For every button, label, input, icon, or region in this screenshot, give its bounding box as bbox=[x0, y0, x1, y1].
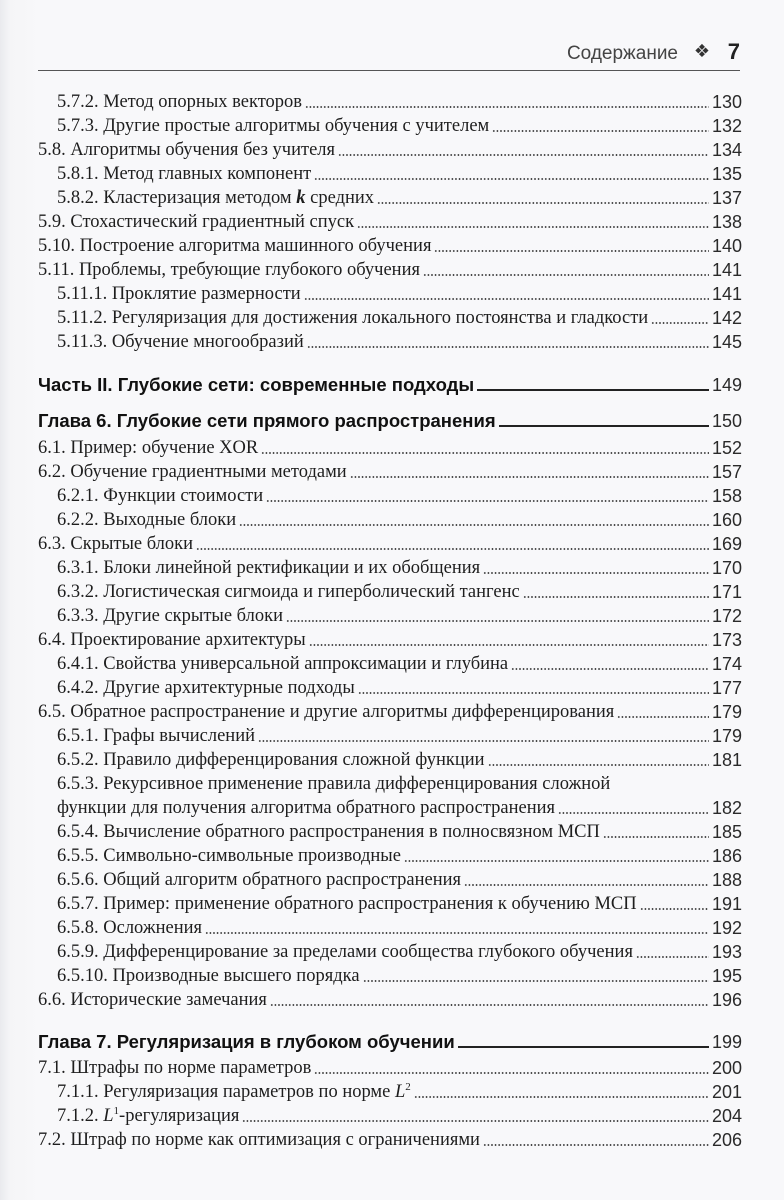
toc-entry-title: 7.1.2. $L^1$-регуляризация bbox=[57, 1104, 240, 1126]
toc-entry-title: 5.11.2. Регуляризация для достижения локального постоянства и гладкости bbox=[57, 308, 649, 328]
toc-entry-title: 5.7.3. Другие простые алгоритмы обучения с учителем bbox=[57, 116, 490, 136]
toc-entry-page: 149 bbox=[711, 375, 742, 395]
toc-entry-title: 6.2. Обучение градиентными методами bbox=[38, 462, 347, 482]
toc-entry-title: 5.8. Алгоритмы обучения без учителя bbox=[38, 140, 336, 160]
toc-entry-page: 196 bbox=[711, 990, 742, 1010]
toc-entry-page: 195 bbox=[711, 966, 742, 986]
toc-entry-title: 6.5.2. Правило дифференцирования сложной функции bbox=[57, 750, 485, 770]
leader-line bbox=[499, 425, 709, 427]
dot-leader bbox=[423, 274, 709, 276]
toc-entry-title: 6.5.6. Общий алгоритм обратного распространения bbox=[57, 870, 462, 890]
dot-leader bbox=[266, 500, 709, 502]
toc-entry-page: 172 bbox=[711, 606, 742, 626]
toc-entry-page: 182 bbox=[711, 798, 742, 818]
dot-leader bbox=[483, 572, 709, 574]
toc-entry-page: 181 bbox=[711, 750, 742, 770]
toc-entry-title: 5.11.1. Проклятие размерности bbox=[57, 284, 301, 304]
dot-leader bbox=[205, 932, 709, 934]
dot-leader bbox=[350, 476, 709, 478]
toc-entry-title: 6.2.2. Выходные блоки bbox=[57, 510, 237, 530]
toc-entry[interactable] bbox=[38, 1079, 742, 1103]
toc-entry-page: 177 bbox=[711, 678, 742, 698]
toc-entry[interactable] bbox=[38, 579, 742, 603]
dot-leader bbox=[523, 596, 709, 598]
toc-entry-page: 199 bbox=[711, 1032, 742, 1052]
toc-entry[interactable] bbox=[38, 603, 742, 627]
toc-entry-page: 140 bbox=[711, 236, 742, 256]
toc-entry-page: 157 bbox=[711, 462, 742, 482]
dot-leader bbox=[338, 154, 709, 156]
toc-entry-title: 6.4.1. Свойства универсальной аппроксимации и глубина bbox=[57, 654, 509, 674]
toc-entry-title: 6.5.9. Дифференцирование за пределами сообщества глубокого обучения bbox=[57, 942, 633, 962]
toc-entry-title: 6.3.3. Другие скрытые блоки bbox=[57, 606, 284, 626]
toc-entry-title: Глава 7. Регуляризация в глубоком обучении bbox=[38, 1031, 455, 1052]
toc-entry-page: 173 bbox=[711, 630, 742, 650]
toc-entry-title: Часть II. Глубокие сети: современные подходы bbox=[38, 374, 475, 395]
dot-leader bbox=[511, 668, 709, 670]
toc-entry[interactable] bbox=[38, 329, 742, 353]
dot-leader bbox=[488, 764, 709, 766]
toc-entry-title: 6.5. Обратное распространение и другие алгоритмы дифференцирования bbox=[38, 702, 615, 722]
toc-entry[interactable] bbox=[38, 89, 742, 113]
dot-leader bbox=[636, 956, 709, 958]
toc-entry-title: 5.11.3. Обучение многообразий bbox=[57, 332, 304, 352]
toc-entry-page: 132 bbox=[711, 116, 742, 136]
toc-entry-title: 6.2.1. Функции стоимости bbox=[57, 486, 264, 506]
toc-entry-title: 6.5.4. Вычисление обратного распространения в полносвязном МСП bbox=[57, 822, 600, 842]
toc-entry-page: 137 bbox=[711, 188, 742, 208]
dot-leader bbox=[242, 1120, 709, 1122]
dot-leader bbox=[492, 130, 709, 132]
toc-entry[interactable] bbox=[38, 1103, 742, 1127]
toc-entry[interactable] bbox=[38, 185, 742, 209]
dot-leader bbox=[258, 740, 709, 742]
toc-entry[interactable] bbox=[38, 555, 742, 579]
toc-entry-title: 6.5.3. Рекурсивное применение правила дифференцирования сложной bbox=[57, 774, 611, 794]
toc-entry-title: 6.3. Скрытые блоки bbox=[38, 534, 194, 554]
toc-entry[interactable] bbox=[38, 1127, 742, 1151]
toc-entry-title: 5.9. Стохастический градиентный спуск bbox=[38, 212, 355, 232]
toc-chapter-heading[interactable] bbox=[38, 408, 742, 432]
toc-entry[interactable] bbox=[38, 987, 742, 1011]
toc-entry[interactable] bbox=[38, 675, 742, 699]
toc-entry-page: 193 bbox=[711, 942, 742, 962]
toc-entry-title: 7.1.1. Регуляризация параметров по норме $L^2$ bbox=[57, 1080, 411, 1102]
toc-entry[interactable] bbox=[38, 483, 742, 507]
toc-entry-page: 179 bbox=[711, 726, 742, 746]
toc-part-heading[interactable] bbox=[38, 372, 742, 396]
dot-leader bbox=[363, 980, 709, 982]
toc-entry-title: 7.2. Штраф по норме как оптимизация с ограничениями bbox=[38, 1130, 480, 1150]
toc-entry[interactable] bbox=[38, 137, 742, 161]
toc-entry[interactable] bbox=[38, 723, 742, 747]
diamond-ornament-icon: ❖ bbox=[693, 41, 710, 62]
toc-entry[interactable] bbox=[38, 161, 742, 185]
dot-leader bbox=[357, 226, 709, 228]
toc-entry[interactable] bbox=[38, 939, 742, 963]
toc-entry-title: 5.11. Проблемы, требующие глубокого обучения bbox=[38, 260, 420, 280]
toc-entry-page: 188 bbox=[711, 870, 742, 890]
toc-entry-title: 6.5.5. Символьно-символьные производные bbox=[57, 846, 401, 866]
toc-entry-page: 200 bbox=[711, 1058, 742, 1078]
toc-entry[interactable] bbox=[38, 233, 742, 257]
toc-entry-title: 6.3.2. Логистическая сигмоида и гиперболический тангенс bbox=[57, 582, 520, 602]
dot-leader bbox=[307, 346, 709, 348]
toc-entry-page: 158 bbox=[711, 486, 742, 506]
toc-entry[interactable] bbox=[38, 209, 742, 233]
toc-entry-title: функции для получения алгоритма обратного распространения bbox=[57, 798, 556, 818]
toc-entry-page: 160 bbox=[711, 510, 742, 530]
toc-entry-line1[interactable] bbox=[38, 771, 742, 795]
toc-entry-page: 192 bbox=[711, 918, 742, 938]
toc-entry-title: Глава 6. Глубокие сети прямого распространения bbox=[38, 410, 496, 431]
toc-entry-title: 6.5.7. Пример: применение обратного распространения к обучению МСП bbox=[57, 894, 637, 914]
dot-leader bbox=[304, 298, 709, 300]
dot-leader bbox=[286, 620, 709, 622]
toc-entry-title: 5.7.2. Метод опорных векторов bbox=[57, 92, 303, 112]
toc-entry-page: 152 bbox=[711, 438, 742, 458]
dot-leader bbox=[358, 692, 709, 694]
dot-leader bbox=[309, 644, 709, 646]
toc-entry-page: 145 bbox=[711, 332, 742, 352]
toc-entry-title: 5.8.2. Кластеризация методом k средних bbox=[57, 188, 375, 208]
toc-entry-page: 138 bbox=[711, 212, 742, 232]
toc-entry[interactable] bbox=[38, 963, 742, 987]
toc-entry[interactable] bbox=[38, 915, 742, 939]
running-header bbox=[38, 38, 740, 71]
toc-entry-page: 135 bbox=[711, 164, 742, 184]
toc-entry-page: 134 bbox=[711, 140, 742, 160]
toc-entry[interactable] bbox=[38, 435, 742, 459]
toc-entry-page: 169 bbox=[711, 534, 742, 554]
dot-leader bbox=[603, 836, 709, 838]
toc-entry-title: 5.8.1. Метод главных компонент bbox=[57, 164, 312, 184]
dot-leader bbox=[314, 1072, 709, 1074]
dot-leader bbox=[464, 884, 709, 886]
toc-entry[interactable] bbox=[38, 699, 742, 723]
page-number: 7 bbox=[727, 39, 740, 64]
toc-entry-title: 6.3.1. Блоки линейной ректификации и их обобщения bbox=[57, 558, 481, 578]
toc-entry[interactable] bbox=[38, 305, 742, 329]
dot-leader bbox=[404, 860, 709, 862]
toc-entry[interactable] bbox=[38, 257, 742, 281]
toc-entry-page: 171 bbox=[711, 582, 742, 602]
toc-entry[interactable] bbox=[38, 819, 742, 843]
leader-line bbox=[477, 389, 709, 391]
toc-entry[interactable] bbox=[38, 891, 742, 915]
toc-entry-page: 141 bbox=[711, 284, 742, 304]
dot-leader bbox=[434, 250, 709, 252]
toc-entry-page: 150 bbox=[711, 411, 742, 431]
toc-entry-page: 179 bbox=[711, 702, 742, 722]
toc-entry[interactable] bbox=[38, 867, 742, 891]
toc-entry-title: 6.1. Пример: обучение XOR bbox=[38, 438, 259, 458]
toc-entry-page: 186 bbox=[711, 846, 742, 866]
toc-entry[interactable] bbox=[38, 627, 742, 651]
toc-entry-page: 185 bbox=[711, 822, 742, 842]
toc-entry[interactable] bbox=[38, 507, 742, 531]
leader-line bbox=[458, 1046, 709, 1048]
dot-leader bbox=[196, 548, 709, 550]
toc-entry-page: 206 bbox=[711, 1130, 742, 1150]
toc-entry[interactable] bbox=[38, 113, 742, 137]
toc-entry-title: 6.5.8. Осложнения bbox=[57, 918, 203, 938]
dot-leader bbox=[270, 1004, 709, 1006]
dot-leader bbox=[305, 106, 709, 108]
dot-leader bbox=[239, 524, 709, 526]
toc-entry-page: 170 bbox=[711, 558, 742, 578]
dot-leader bbox=[414, 1096, 709, 1098]
dot-leader bbox=[377, 202, 709, 204]
toc-entry[interactable] bbox=[38, 747, 742, 771]
toc-entry-title: 6.6. Исторические замечания bbox=[38, 990, 267, 1010]
dot-leader bbox=[314, 178, 709, 180]
toc-entry[interactable] bbox=[38, 459, 742, 483]
dot-leader bbox=[261, 452, 709, 454]
toc-entry[interactable] bbox=[38, 531, 742, 555]
toc-entry-line2[interactable] bbox=[38, 795, 742, 819]
toc-entry-page: 142 bbox=[711, 308, 742, 328]
toc-entry-page: 141 bbox=[711, 260, 742, 280]
toc-entry-title: 6.5.1. Графы вычислений bbox=[57, 726, 256, 746]
toc-entry-page: 130 bbox=[711, 92, 742, 112]
dot-leader bbox=[617, 716, 709, 718]
toc-entry-page: 204 bbox=[711, 1106, 742, 1126]
toc-entry[interactable] bbox=[38, 281, 742, 305]
dot-leader bbox=[558, 812, 709, 814]
dot-leader bbox=[640, 908, 709, 910]
toc-entry-title: 6.4.2. Другие архитектурные подходы bbox=[57, 678, 355, 698]
toc-entry[interactable] bbox=[38, 1055, 742, 1079]
dot-leader bbox=[483, 1144, 709, 1146]
toc-entry-title: 6.4. Проектирование архитектуры bbox=[38, 630, 306, 650]
toc-entry[interactable] bbox=[38, 843, 742, 867]
toc-entry-title: 5.10. Построение алгоритма машинного обучения bbox=[38, 236, 432, 256]
toc-entry[interactable] bbox=[38, 651, 742, 675]
toc-chapter-heading[interactable] bbox=[38, 1029, 742, 1053]
toc-entry-title: 6.5.10. Производные высшего порядка bbox=[57, 966, 360, 986]
toc-entry-page: 174 bbox=[711, 654, 742, 674]
dot-leader bbox=[651, 322, 709, 324]
toc-entry-page: 191 bbox=[711, 894, 742, 914]
header-title: Содержание bbox=[566, 43, 678, 64]
toc-entry-title: 7.1. Штрафы по норме параметров bbox=[38, 1058, 312, 1078]
toc-entry-page: 201 bbox=[711, 1082, 742, 1102]
